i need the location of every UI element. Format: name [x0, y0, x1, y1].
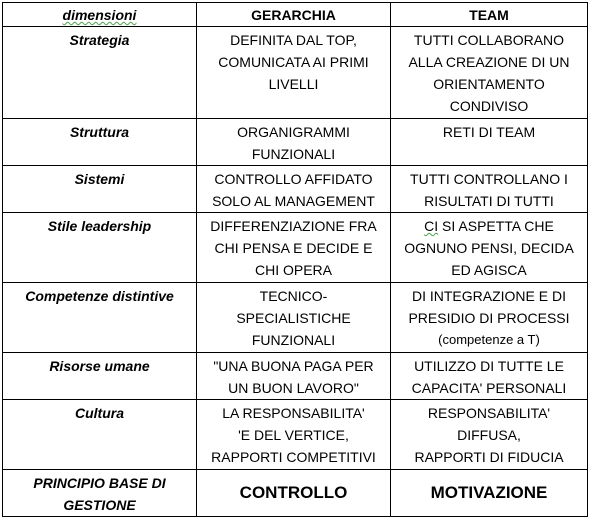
team-cell: TUTTI COLLABORANO ALLA CREAZIONE DI UN ORIENTAMENTO CONDIVISO: [391, 27, 588, 119]
spellcheck-word: CI: [424, 218, 439, 234]
gerarchia-cell: DIFFERENZIAZIONE FRA CHI PENSA E DECIDE E CHI OPERA: [197, 213, 391, 283]
table-row: [3, 353, 588, 400]
dimension-cell: Cultura: [3, 400, 197, 470]
header-gerarchia: GERARCHIA: [197, 3, 391, 27]
table-row: [3, 283, 588, 353]
team-cell: RESPONSABILITA' DIFFUSA, RAPPORTI DI FIDUCIA: [391, 400, 588, 470]
table-row: [3, 119, 588, 166]
table-row: [3, 470, 588, 517]
table-row: [3, 27, 588, 119]
team-cell: TUTTI CONTROLLANO I RISULTATI DI TUTTI: [391, 166, 588, 213]
gerarchia-cell: ORGANIGRAMMI FUNZIONALI: [197, 119, 391, 166]
gerarchia-cell: "UNA BUONA PAGA PER UN BUON LAVORO": [197, 353, 391, 400]
gerarchia-principle: CONTROLLO: [197, 470, 391, 517]
team-cell: DI INTEGRAZIONE E DI PRESIDIO DI PROCESSI (competenze a T): [391, 283, 588, 353]
team-cell: RETI DI TEAM: [391, 119, 588, 166]
table-header-row: [3, 3, 588, 27]
document: [2, 2, 588, 517]
gerarchia-cell: DEFINITA DAL TOP, COMUNICATA AI PRIMI LIVELLI: [197, 27, 391, 119]
dimension-cell: Risorse umane: [3, 353, 197, 400]
table-row: [3, 400, 588, 470]
dimension-cell: Sistemi: [3, 166, 197, 213]
dimension-cell: Struttura: [3, 119, 197, 166]
team-cell: UTILIZZO DI TUTTE LE CAPACITA' PERSONALI: [391, 353, 588, 400]
header-team: TEAM: [391, 3, 588, 27]
table-row: [3, 213, 588, 283]
dimension-cell: Strategia: [3, 27, 197, 119]
gerarchia-cell: CONTROLLO AFFIDATO SOLO AL MANAGEMENT: [197, 166, 391, 213]
team-principle: MOTIVAZIONE: [391, 470, 588, 517]
table-row: [3, 166, 588, 213]
comparison-table: [2, 2, 588, 517]
gerarchia-cell: TECNICO- SPECIALISTICHE FUNZIONALI: [197, 283, 391, 353]
team-cell: CI SI ASPETTA CHE OGNUNO PENSI, DECIDA ED AGISCA: [391, 213, 588, 283]
dimension-cell: Competenze distintive: [3, 283, 197, 353]
dimension-cell: Stile leadership: [3, 213, 197, 283]
header-dimensioni: dimensioni: [3, 3, 197, 27]
gerarchia-cell: LA RESPONSABILITA' 'E DEL VERTICE, RAPPORTI COMPETITIVI: [197, 400, 391, 470]
dimension-cell: PRINCIPIO BASE DI GESTIONE: [3, 470, 197, 517]
